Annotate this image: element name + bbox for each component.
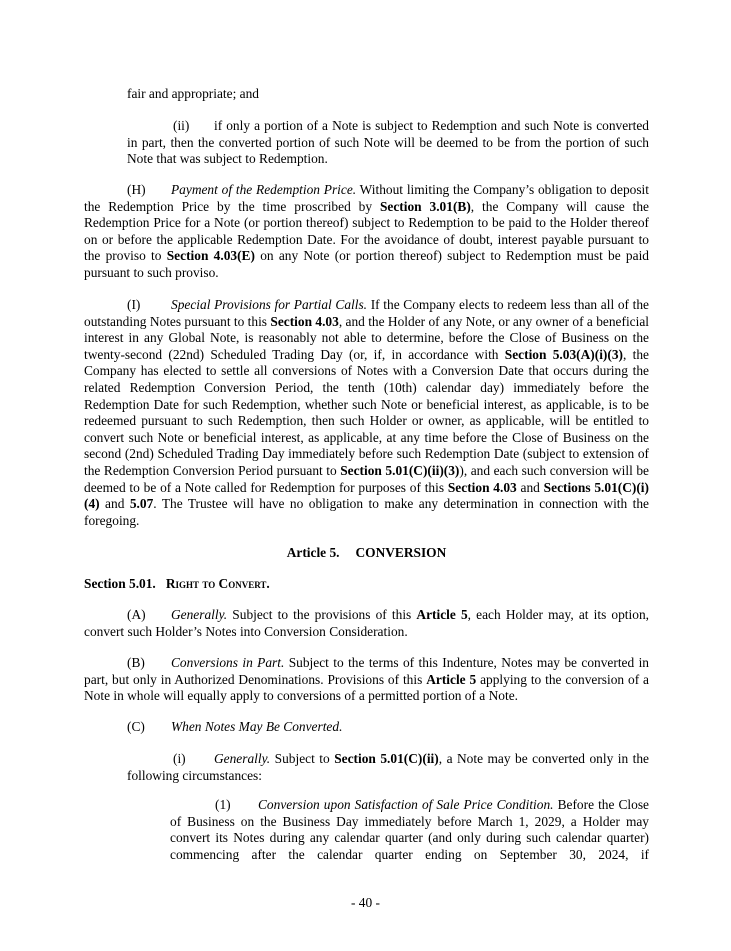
clause-marker: (B) — [127, 655, 145, 670]
clause-ii: (ii) if only a portion of a Note is subject to Redemption and such Note is converted in part, then the converted portion of such Note will be deemed to be from the portion of such Note that was subject to Redemption. — [127, 118, 649, 167]
page-number: - 40 - — [350, 895, 380, 910]
clause-a: (A) Generally. Subject to the provisions of this Article 5, each Holder may, at its option, convert such Holder’s Notes into Conversion Consideration. — [84, 607, 649, 639]
clause-marker: (H) — [127, 182, 146, 197]
section-number: Section 5.01. — [84, 576, 156, 591]
clause-c-1: (1) Conversion upon Satisfaction of Sale Price Condition. Before the Close of Business on the Business Day immediately before March 1, 2029, a Holder may convert its Notes during any calendar quarter (and only during such calendar quarter) commencing after the calendar quarter ending on September 30, 2024, if — [170, 797, 649, 862]
clause-marker: (A) — [127, 607, 146, 622]
clause-marker: (i) — [173, 751, 186, 766]
clause-marker: (1) — [215, 797, 231, 812]
article-heading — [84, 545, 649, 562]
clause-i: (I) Special Provisions for Partial Calls. If the Company elects to redeem less than all of the outstanding Notes pursuant to this Section 4.03, and the Holder of any Note, or any owner of a beneficial interest in any Global Note, is reasonably not able to determine, before the Close of Business on the twenty-second (22nd) Scheduled Trading Day (or, if, in accordance with Section 5.03(A)(i)(3), the Company has elected to settle all conversions of Notes with a Conversion Date that occurs during the related Redemption Conversion Period, the tenth (10th) calendar day) immediately before the Redemption Date for such Redemption, whether such Note or beneficial interest, as applicable, is to be redeemed pursuant to such Redemption, then such Holder or owner, as applicable, will be entitled to convert such Note or beneficial interest, as applicable, at any time before the Close of Business on the second (2nd) Scheduled Trading Day immediately before such Redemption Date (subject to extension of the Redemption Conversion Period pursuant to Section 5.01(C)(ii)(3)), and each such conversion will be deemed to be of a Note called for Redemption for purposes of this Section 4.03 and Sections 5.01(C)(i)(4) and 5.07. The Trustee will have no obligation to make any determination in connection with the foregoing. — [84, 297, 650, 528]
continued-text: fair and appropriate; and — [127, 86, 259, 101]
article-title: CONVERSION — [355, 545, 447, 560]
section-title: Right to Convert. — [165, 576, 270, 591]
clause-h: (H) Payment of the Redemption Price. Without limiting the Company’s obligation to deposit the Redemption Price by the time proscribed by Section 3.01(B), the Company will cause the Redemption Price for a Note (or portion thereof) subject to Redemption to be paid to the Holder thereof on or before the applicable Redemption Date. For the avoidance of doubt, interest payable pursuant to the proviso to Section 4.03(E) on any Note (or portion thereof) subject to Redemption must be paid pursuant to such proviso. — [84, 182, 649, 280]
article-label: Article 5. — [286, 545, 340, 560]
section-heading — [84, 576, 649, 593]
clause-marker: (C) — [127, 719, 145, 734]
clause-c-i: (i) Generally. Subject to Section 5.01(C)(ii), a Note may be converted only in the following circumstances: — [127, 751, 650, 783]
clause-marker: (I) — [127, 297, 141, 312]
clause-c: (C) When Notes May Be Converted. — [127, 719, 343, 734]
clause-b: (B) Conversions in Part. Subject to the terms of this Indenture, Notes may be converted in part, but only in Authorized Denominations. Provisions of this Article 5 applying to the conversion of a Note in whole will equally apply to conversions of a permitted portion of a Note. — [84, 655, 649, 704]
clause-marker: (ii) — [173, 118, 190, 133]
